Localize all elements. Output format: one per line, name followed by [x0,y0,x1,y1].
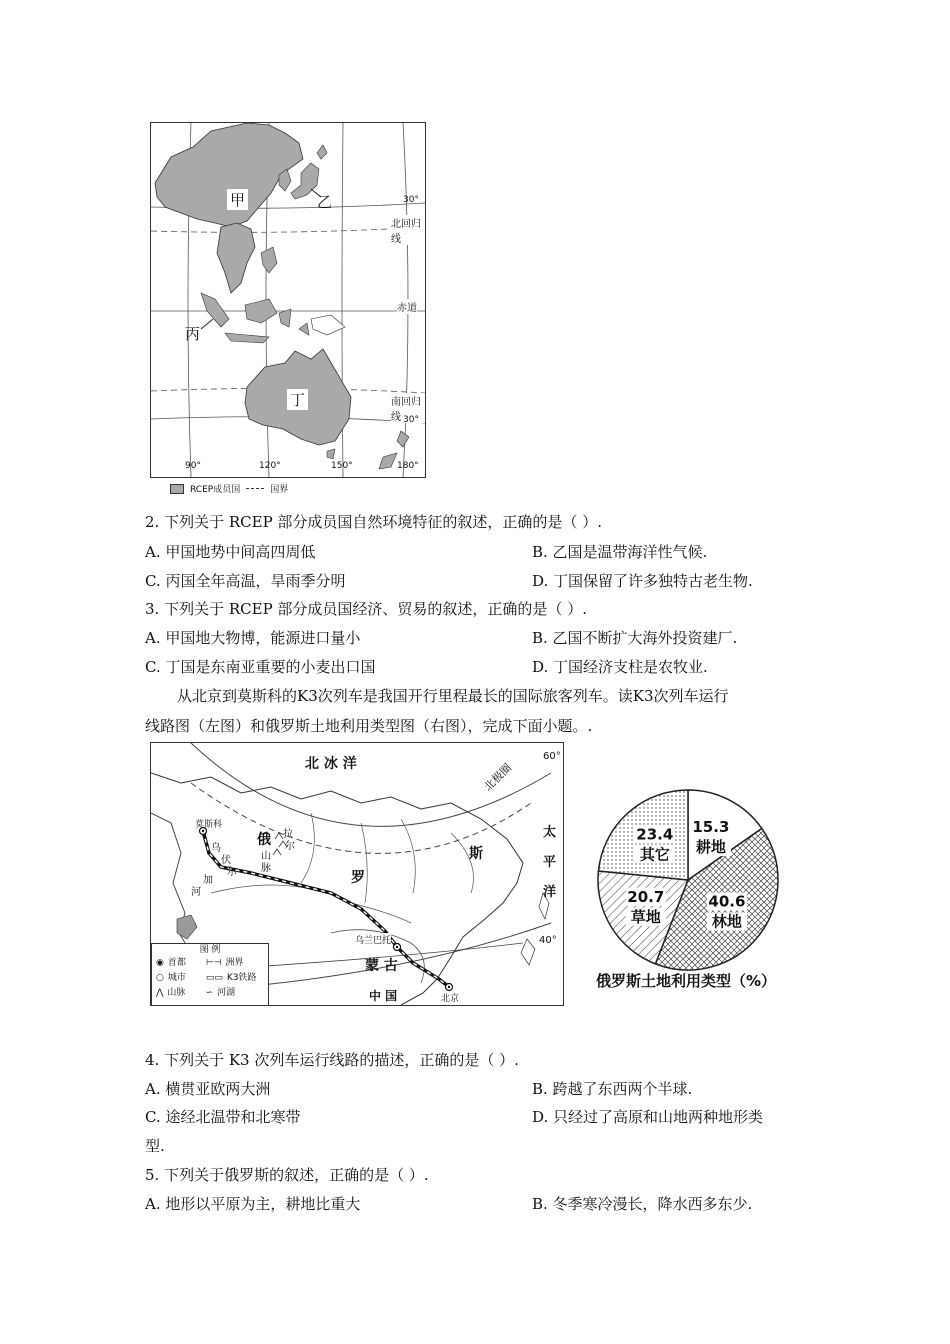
map2-ulaanbaatar: 乌兰巴托 [355,933,391,946]
map2-moscow: 莫斯科 [195,820,223,830]
passage-line-2: 线路图（左图）和俄罗斯土地利用类型图（右图），完成下面小题。. [145,717,593,735]
q3-stem: 3. 下列关于 RCEP 部分成员国经济、贸易的叙述，正确的是（ ）. [145,600,587,618]
map1-label-ding: 丁 [287,389,308,410]
map2-volga-3: 加 [203,875,213,886]
legend-member-label: RCEP成员国 [190,485,241,495]
map2-ocean: 北 冰 洋 [301,753,361,773]
map2-russia-3: 斯 [469,846,483,862]
map1-label-jia: 甲 [227,189,248,210]
map2-legend [151,943,269,1006]
pie-category-label: 草地 [630,907,661,926]
q5-option-a: A. 地形以平原为主，耕地比重大 [145,1195,361,1213]
q4-option-c: C. 途经北温带和北寒带 [145,1108,301,1126]
map2-legend-row-2 [152,971,268,986]
q2-option-d: D. 丁国保留了许多独特古老生物. [532,572,753,590]
map2-ural-2: 拉 [283,829,293,840]
map2-ural-1: 乌 [211,843,221,854]
map2-mongolia: 蒙 古 [365,958,398,974]
map1-tropic-n: 北回归线 [391,215,425,245]
legend-member-swatch [170,484,184,494]
city-icon: ○ [156,973,164,983]
q3-option-c: C. 丁国是东南亚重要的小麦出口国 [145,658,376,676]
map2-volga-4: 河 [191,887,201,898]
map1-lon-90: 90° [185,461,201,471]
pie-value-label: 23.4 [636,825,674,844]
boundary-icon: ⊢⊣ [205,958,222,968]
map1-lon-120: 120° [259,461,281,471]
q2-option-c: C. 丙国全年高温，旱雨季分明 [145,572,346,590]
map2-legend-row-3 [152,986,268,1001]
map2-pacific-2: 平 [543,855,557,870]
pie-category-label: 耕地 [695,838,726,857]
q4-stem: 4. 下列关于 K3 次列车运行线路的描述，正确的是（ ）. [145,1051,519,1069]
legend-river: 河湖 [216,988,235,998]
land-use-pie-chart [590,782,786,978]
legend-k3: K3铁路 [226,973,257,983]
legend-boundary: 洲界 [225,958,244,968]
pie-chart-title: 俄罗斯土地利用类型（%） [596,972,777,990]
map2-pacific-3: 洋 [543,885,557,900]
pie-category-label: 林地 [711,912,742,931]
map2-china: 中 国 [369,989,398,1003]
legend-city: 城市 [167,973,186,983]
q3-option-a: A. 甲国地大物博，能源进口量小 [145,629,361,647]
river-icon: ∽ [205,988,213,998]
map1-lat30s: 30° [403,415,419,425]
map2-russia-1: 俄 [257,832,271,848]
passage-line-1: 从北京到莫斯科的K3次列车是我国开行里程最长的国际旅客列车。读K3次列车运行 [177,687,729,705]
pie-category-label: 其它 [639,845,670,864]
map2-ural-4: 山 [261,851,271,862]
rcep-map [150,122,426,478]
map1-lon-180: 180° [397,461,419,471]
map1-lat30n: 30° [403,195,419,205]
map2-volga-1: 伏 [221,855,231,866]
pie-value-label: 40.6 [708,892,746,911]
map2-russia-2: 罗 [351,870,365,886]
q3-option-d: D. 丁国经济支柱是农牧业. [532,658,708,676]
k3-route-map [150,742,564,1006]
pie-slices [598,790,778,970]
mountain-icon: ⋀ [156,988,164,998]
map2-arctic: 北极圈 [481,761,515,794]
pie-value-label: 20.7 [627,887,665,906]
map1-equator: 赤道 [397,299,417,314]
rcep-map-svg [151,123,425,477]
map2-beijing: 北京 [441,994,460,1004]
q4-option-d: D. 只经过了高原和山地两种地形类 [532,1108,764,1126]
map2-pacific-1: 太 [543,825,557,840]
legend-capital: 首都 [167,958,186,968]
q5-option-b: B. 冬季寒冷漫长，降水西多东少. [532,1195,753,1213]
map1-lon-150: 150° [331,461,353,471]
q4-option-a: A. 横贯亚欧两大洲 [145,1080,271,1098]
q5-stem: 5. 下列关于俄罗斯的叙述，正确的是（ ）. [145,1166,429,1184]
legend-border-label: 国界 [270,485,289,495]
map2-legend-title: 图 例 [199,945,221,955]
map1-legend [170,482,288,495]
map2-lat60: 60° [543,751,561,762]
q3-option-b: B. 乙国不断扩大海外投资建厂. [532,629,738,647]
q2-option-b: B. 乙国是温带海洋性气候. [532,543,708,561]
map2-legend-row-1 [152,956,268,971]
capital-icon: ◉ [156,958,164,968]
map2-ural-3: 尔 [285,841,295,852]
q4-option-b: B. 跨越了东西两个半球. [532,1080,693,1098]
map2-ural-5: 脉 [261,863,271,874]
pie-value-label: 15.3 [692,818,730,837]
legend-border-swatch [246,488,264,489]
map2-lat40: 40° [539,935,557,946]
railway-icon: ▭▭ [205,973,223,983]
map2-volga-2: 尔 [227,867,237,878]
legend-mountain: 山脉 [167,988,186,998]
map1-label-bing: 丙 [185,325,201,343]
q4-option-d-cont: 型. [145,1137,165,1155]
q2-option-a: A. 甲国地势中间高四周低 [145,543,316,561]
q2-stem: 2. 下列关于 RCEP 部分成员国自然环境特征的叙述，正确的是（ ）. [145,513,602,531]
map1-tropic-s: 南回归线 [391,393,425,423]
map1-label-yi: 乙 [317,193,333,211]
